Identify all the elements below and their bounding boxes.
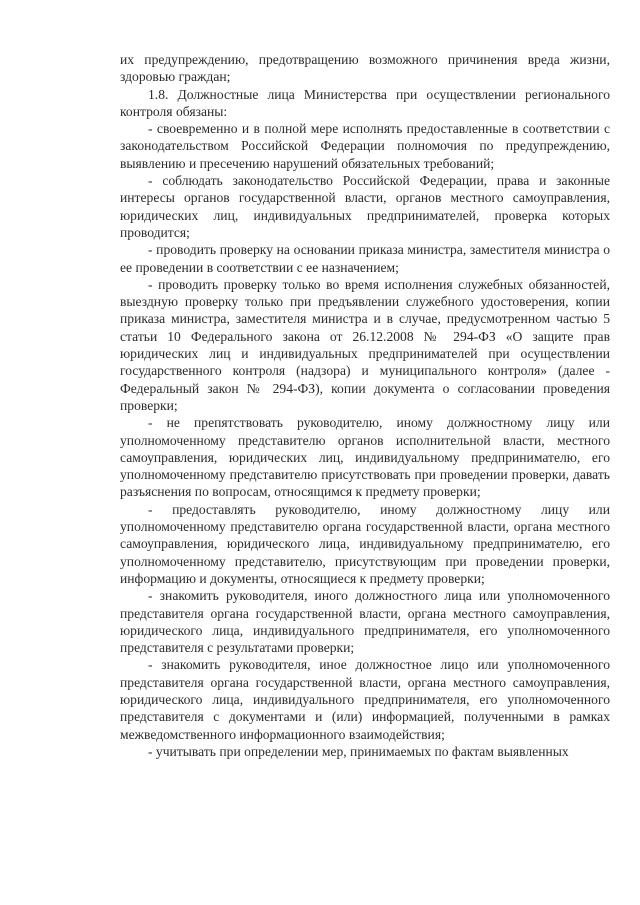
paragraph-9: - знакомить руководителя, иного должностного лица или уполномоченного представителя органа государственной власти, органа местного самоуправления, юридического лица, индивидуального предпринимателя, его уполномоченного представителя с результатами проверки; [120, 588, 610, 656]
paragraph-5: - проводить проверку на основании приказа министра, заместителя министра о ее проведении в соответствии с ее назначением; [120, 242, 610, 275]
paragraph-8: - предоставлять руководителю, иному должностному лицу или уполномоченному представителю органа государственной власти, органа местного самоуправления, юридического лица, индивидуальному предпринимателю, его уполномоченному представителю, присутствующим при проведении проверки, информацию и документы, относящиеся к предмету проверки; [120, 501, 610, 586]
paragraph-6: - проводить проверку только во время исполнения служебных обязанностей, выездную проверку только при предъявлении служебного удостоверения, копии приказа министра, заместителя министра и в случае, предусмотренном частью 5 статьи 10 Федерального закона от 26.12.2008 № 294-ФЗ «О защите прав юридических лиц и индивидуальных предпринимателей при осуществлении государственного контроля (надзора) и муниципального контроля» (далее - Федеральный закон № 294-ФЗ), копии документа о согласовании проведения проверки; [120, 276, 610, 413]
paragraph-2: 1.8. Должностные лица Министерства при осуществлении регионального контроля обязаны: [120, 86, 610, 119]
paragraph-11: - учитывать при определении мер, принимаемых по фактам выявленных [148, 743, 569, 759]
document-body [120, 51, 610, 760]
paragraph-4: - соблюдать законодательство Российской Федерации, права и законные интересы органов государственной власти, органов местного самоуправления, юридических лиц, индивидуальных предпринимателей, проверка которых проводится; [120, 173, 610, 240]
paragraph-10: - знакомить руководителя, иное должностное лицо или уполномоченного представителя органа государственной власти, органа местного самоуправления, юридического лица, индивидуального предпринимателя, его уполномоченного представителя с документами и (или) информацией, полученными в рамках межведомственного информационного взаимодействия; [120, 657, 610, 742]
paragraph-1: их предупреждению, предотвращению возможного причинения вреда жизни, здоровью граждан; [120, 52, 610, 85]
paragraph-7: - не препятствовать руководителю, иному должностному лицу или уполномоченному представителю органов исполнительной власти, местного самоуправления, юридических лиц, индивидуальному предпринимателю, его уполномоченному представителю присутствовать при проведении проверки, давать разъяснения по вопросам, относящимся к предмету проверки; [120, 415, 610, 500]
paragraph-3: - своевременно и в полной мере исполнять предоставленные в соответствии с законодательством Российской Федерации полномочия по предупреждению, выявлению и пресечению нарушений обязательных требований; [120, 121, 610, 171]
